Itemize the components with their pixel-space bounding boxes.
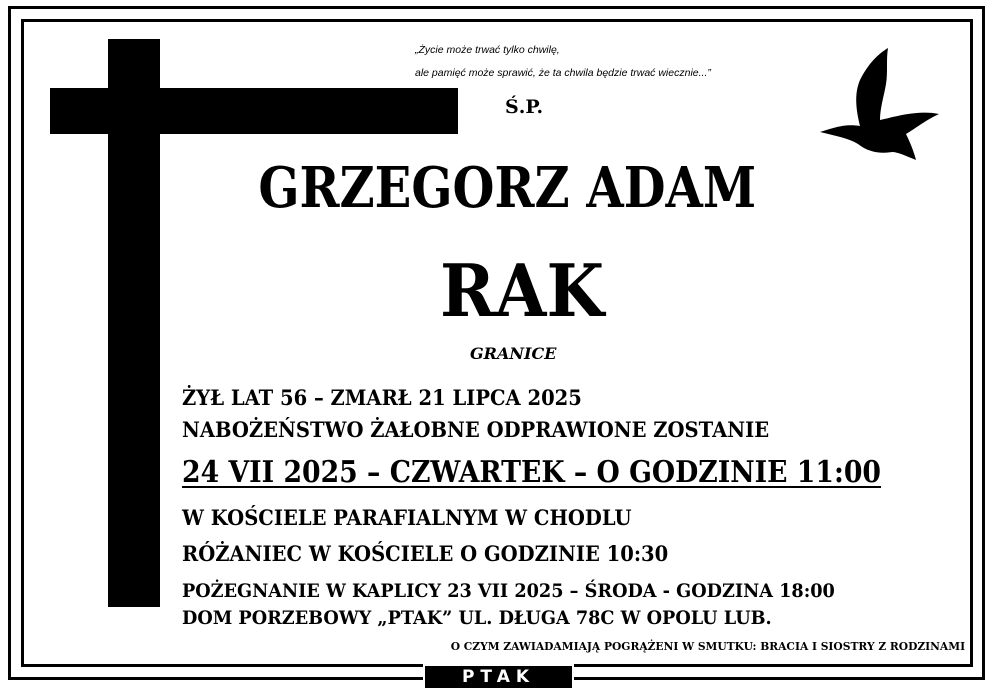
ptak-logo: PTAK (425, 666, 572, 688)
quote-line-1: „Życie może trwać tylko chwilę, (415, 44, 560, 56)
quote-line-2: ale pamięć może sprawić, że ta chwila będzie trwać wiecznie...” (415, 67, 711, 79)
service-date-line: 24 VII 2025 – CZWARTEK – O GODZINIE 11:00 (182, 455, 881, 490)
cross-horizontal-bar (50, 88, 458, 134)
funeral-home-line: DOM PORZEBOWY „PTAK” UL. DŁUGA 78C W OPOLU LUB. (182, 607, 772, 629)
service-intro-line: NABOŻEŃSTWO ŻAŁOBNE ODPRAWIONE ZOSTANIE (182, 417, 770, 442)
age-death-line: ŻYŁ LAT 56 – ZMARŁ 21 LIPCA 2025 (182, 385, 582, 410)
deceased-surname: RAK (440, 248, 605, 333)
mourners-notice: O CZYM ZAWIADAMIAJĄ POGRĄŻENI W SMUTKU: BRACIA I SIOSTRY Z RODZINAMI (450, 639, 965, 653)
honorific: Ś.P. (505, 96, 544, 118)
deceased-first-names: GRZEGORZ ADAM (258, 155, 757, 221)
deceased-place: GRANICE (470, 344, 557, 363)
dove-icon (818, 44, 943, 164)
church-line: W KOŚCIELE PARAFIALNYM W CHODLU (182, 505, 632, 530)
farewell-line: POŻEGNANIE W KAPLICY 23 VII 2025 – ŚRODA - GODZINA 18:00 (182, 580, 835, 602)
rosary-line: RÓŻANIEC W KOŚCIELE O GODZINIE 10:30 (182, 541, 669, 566)
